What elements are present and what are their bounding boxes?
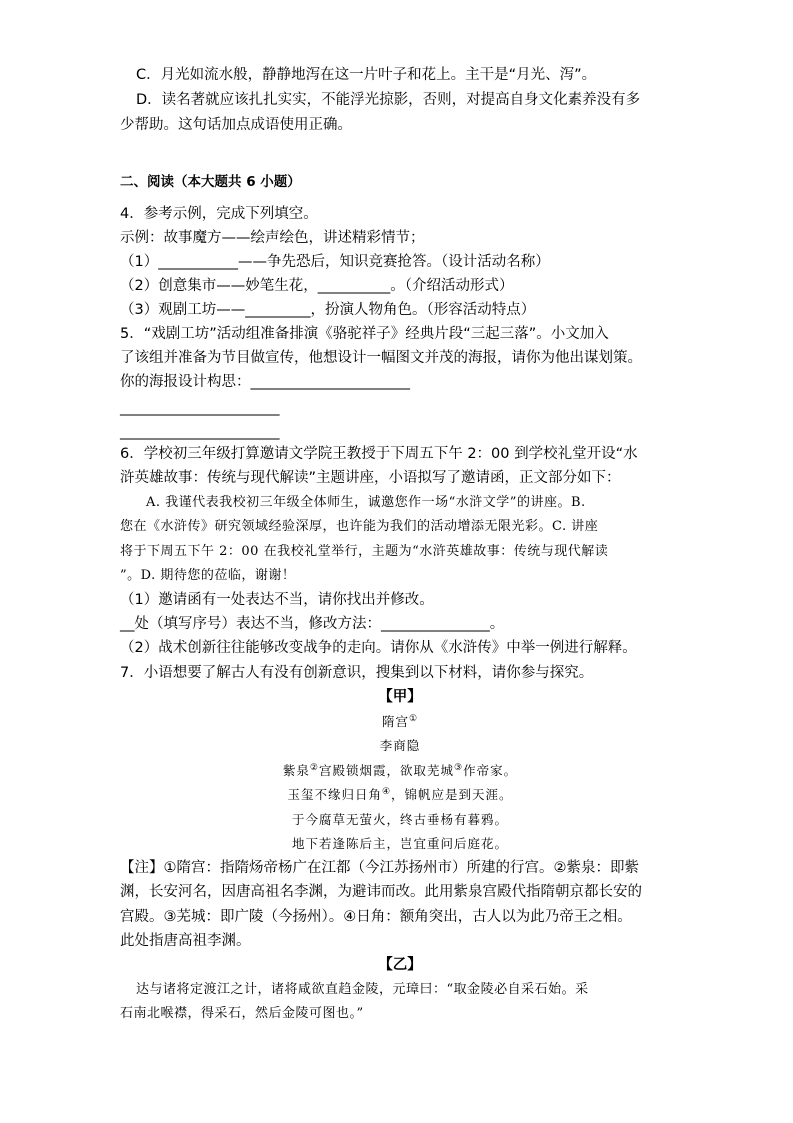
material-yi-line2: 石南北喉襟，得采石，然后金陵可图也。”: [120, 1006, 364, 1021]
q6-sub2: （2）战术创新往往能够改变战争的走向。请你从《水浒传》中举一例进行解释。: [120, 640, 637, 656]
invitation-letter-line1: A. 我谨代表我校初三年级全体师生，诚邀您作一场“水浒文学”的讲座。B.: [146, 495, 586, 510]
section-heading-reading: 二、阅读（本大题共 6 小题）: [120, 174, 301, 190]
q5-line3: 你的海报设计构思：______________________: [120, 374, 410, 390]
option-d-line1: D．读名著就应该扎扎实实，不能浮光掠影，否则，对提高自身文化素养没有多: [136, 92, 641, 108]
invitation-letter-line3: 将于下周五下午 2：00 在我校礼堂举行，主题为“水浒英雄故事：传统与现代解读: [120, 544, 609, 559]
q4-item3: （3）观剧工坊——_________，扮演人物角色。（形容活动特点）: [120, 302, 536, 318]
q6-line1: 6．学校初三年级打算邀请文学院王教授于下周五下午 2：00 到学校礼堂开设“水: [120, 446, 638, 462]
material-yi-line1: 达与诸将定渡江之计，诸将咸欲直趋金陵，元璋曰：“取金陵必自采石始。采: [136, 982, 589, 997]
poem-author: 李商隐: [379, 738, 421, 753]
invitation-letter-line2: 您在《水浒传》研究领域经验深厚，也许能为我们的活动增添无限光彩。C. 讲座: [120, 519, 599, 534]
poem-line2-part1: 玉玺不缘归日角: [287, 787, 382, 802]
q6-sub1: （1）邀请函有一处表达不当，请你找出并修改。: [120, 592, 434, 608]
poem-line1: [120, 759, 680, 783]
poem-title-text: 隋宫: [381, 714, 409, 729]
q4-example: 示例：故事魔方——绘声绘色，讲述精彩情节；: [120, 230, 425, 246]
option-d-line2: 少帮助。这句话加点成语使用正确。: [120, 117, 352, 133]
poem-notes-line4: 此处指唐高祖李渊。: [120, 933, 251, 949]
poem-line4: 地下若逢陈后主，岂宜重问后庭花。: [291, 836, 508, 851]
q4-stem: 4．参考示例，完成下列填空。: [120, 206, 318, 222]
poem-notes-line2: 渊，长安河名，因唐高祖名李渊，为避讳而改。此用紫泉宫殿代指隋朝京都长安的: [120, 884, 642, 900]
poem-notes-line3: 宫殿。③芜城：即广陵（今扬州）。④日角：额角突出，古人以为此乃帝王之相。: [120, 909, 632, 925]
q4-item1: （1）___________——争先恐后，知识竞赛抢答。（设计活动名称）: [120, 254, 550, 270]
poem-line1-footnote3: ③: [454, 762, 464, 773]
poem-line2: [120, 783, 680, 807]
invitation-letter-line4: ”。D. 期待您的莅临，谢谢！: [120, 568, 296, 583]
q5-answer-blank1: ______________________: [120, 400, 280, 416]
poem-line1-part2: 宫殿锁烟霞，欲取芜城: [318, 763, 454, 778]
q6-line2: 浒英雄故事：传统与现代解读”主题讲座，小语拟写了邀请函，正文部分如下：: [120, 470, 621, 486]
q5-line2: 了该组并准备为节目做宣传，他想设计一幅图文并茂的海报，请你为他出谋划策。: [120, 350, 642, 366]
poem-line1-part3: 作帝家。: [463, 763, 518, 778]
poem-title-footnote: ①: [408, 713, 419, 724]
option-c: C．月光如流水般，静静地泻在这一片叶子和花上。主干是“月光、泻”。: [136, 67, 597, 83]
q6-sub1-answer: __处（填写序号）表达不当，修改方法：_______________。: [120, 616, 505, 632]
q5-line1: 5．“戏剧工坊”活动组准备排演《骆驼祥子》经典片段“三起三落”。小文加入: [120, 326, 609, 342]
poem-line1-part1: 紫泉: [282, 763, 310, 778]
q5-answer-blank2: ______________________: [120, 424, 280, 440]
poem-line2-part2: ，锦帆应是到天涯。: [391, 787, 513, 802]
poem-title: [120, 710, 680, 734]
material-yi-label: 【乙】: [378, 957, 422, 973]
poem-line2-footnote4: ④: [381, 786, 392, 797]
q4-item2: （2）创意集市——妙笔生花，__________。（介绍活动形式）: [120, 278, 514, 294]
poem-notes-line1: 【注】①隋宫：指隋炀帝杨广在江都（今江苏扬州市）所建的行宫。②紫泉：即紫: [120, 860, 639, 876]
material-jia-label: 【甲】: [378, 689, 422, 705]
poem-line1-footnote2: ②: [309, 762, 319, 773]
poem-line3: 于今腐草无萤火，终古垂杨有暮鸦。: [291, 812, 508, 827]
q7-stem: 7．小语想要了解古人有没有创新意识，搜集到以下材料，请你参与探究。: [120, 665, 594, 681]
